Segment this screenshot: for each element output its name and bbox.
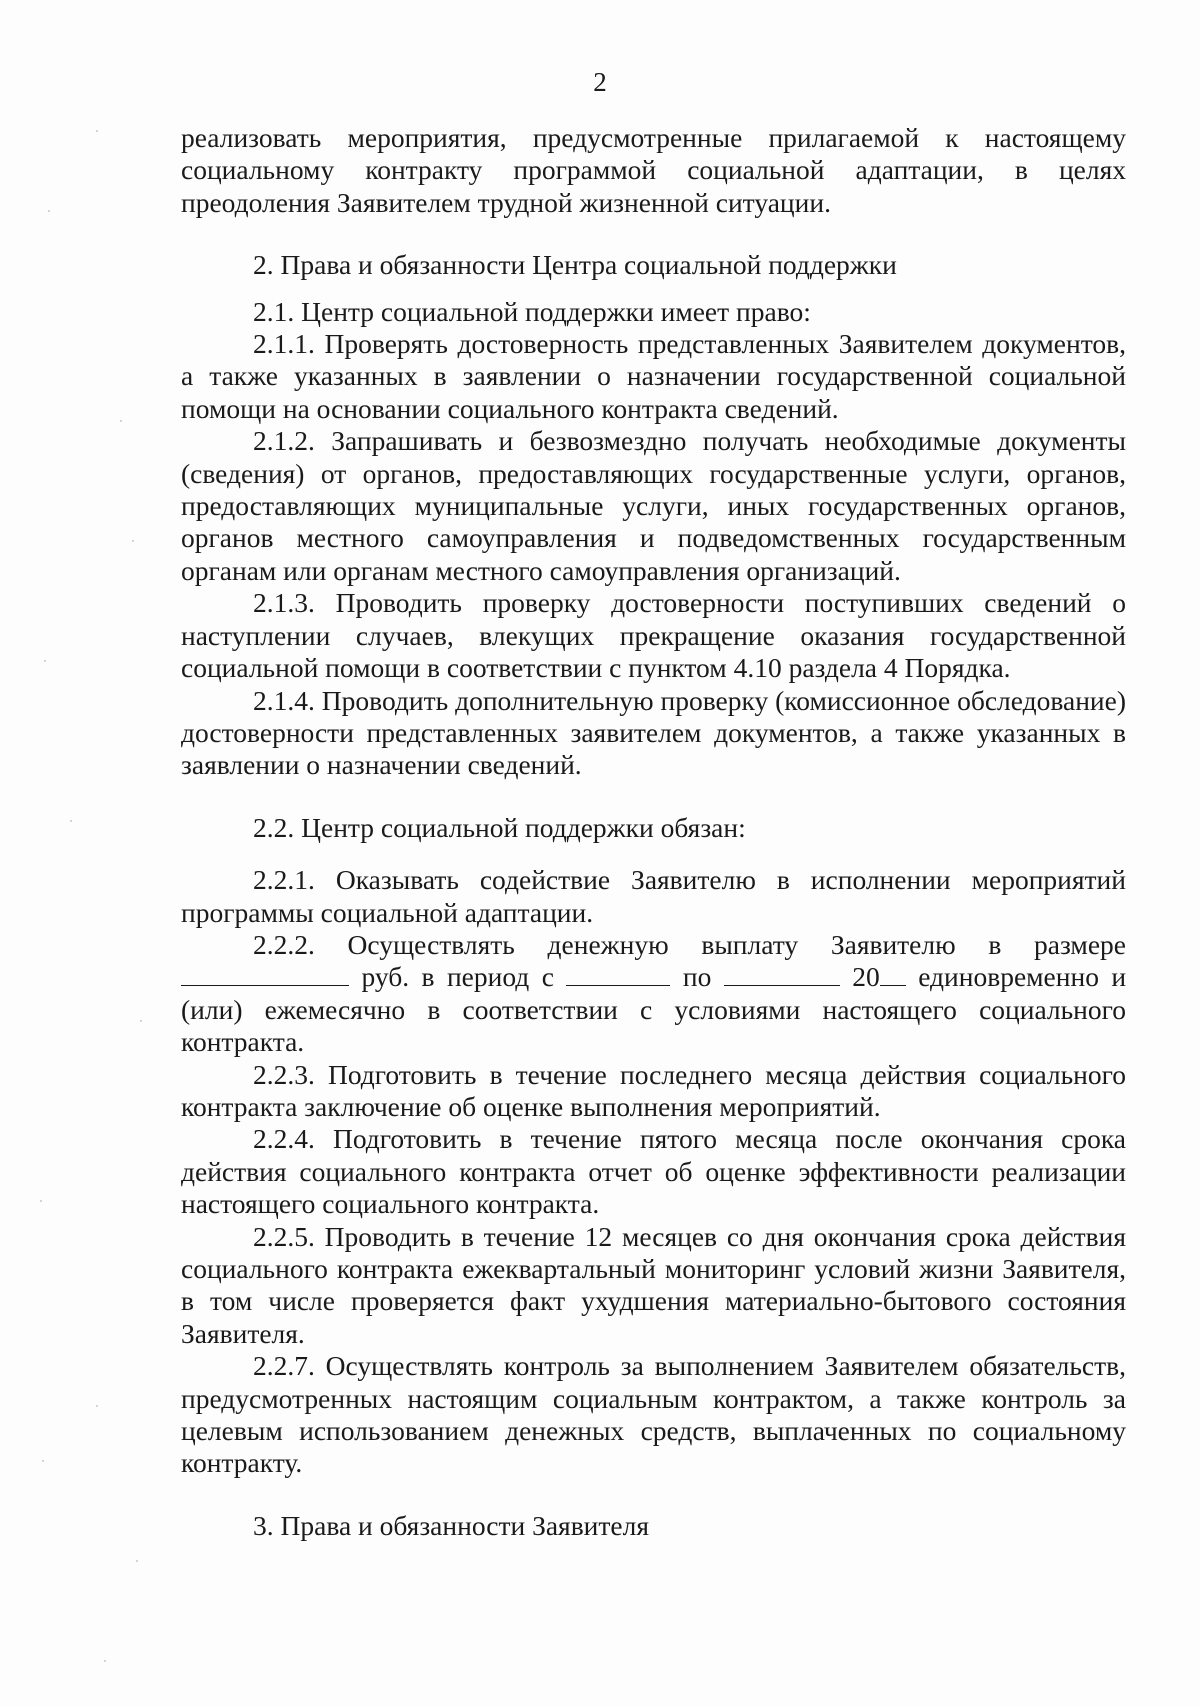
clause-2-2-2-tail: (или) ежемесячно в соответствии с условиями настоящего социального контракта. <box>181 993 1126 1058</box>
scan-speck <box>120 420 122 422</box>
section-2-heading: 2. Права и обязанности Центра социальной поддержки <box>253 249 897 281</box>
clause-2-2-2 <box>181 929 1126 1059</box>
clause-2-2-2-lead: 2.2.2. Осуществлять денежную выплату Заявителю в размере <box>253 928 1126 960</box>
clause-2-1-4: 2.1.4. Проводить дополнительную проверку (комиссионное обследование) достоверности представленных заявителем документов, а также указанных в заявлении о назначении сведений. <box>181 684 1126 781</box>
clause-2-2-3: 2.2.3. Подготовить в течение последнего месяца действия социального контракта заключение об оценке выполнения мероприятий. <box>181 1058 1126 1122</box>
clause-2-2-7: 2.2.7. Осуществлять контроль за выполнением Заявителем обязательств, предусмотренных настоящим социальным контрактом, а также контроль за целевым использованием денежных средств, выплаченных по социальному контракту. <box>181 1350 1126 1479</box>
clause-2-1-1: 2.1.1. Проверять достоверность представленных Заявителем документов, а также указанных в заявлении о назначении государственной социальной помощи на основании социального контракта сведений. <box>181 328 1126 424</box>
rub-text: руб. в период с <box>361 961 554 993</box>
scan-speck <box>70 820 72 822</box>
scan-speck <box>104 1660 106 1662</box>
year-blank-field <box>880 961 906 986</box>
clause-2-1-2: 2.1.2. Запрашивать и безвозмездно получать необходимые документы (сведения) от органов, предоставляющих государственные услуги, органов, предоставляющих муниципальные услуги, иных государственных органов, органов местного самоуправления и подведомственных государственным органам или органам местного самоуправления организаций. <box>181 425 1126 586</box>
clause-2-1-3: 2.1.3. Проводить проверку достоверности поступивших сведений о наступлении случаев, влекущих прекращение оказания государственной социальной помощи в соответствии с пунктом 4.10 раздела 4 Порядка. <box>181 587 1126 684</box>
scan-speck <box>132 540 134 542</box>
scan-speck <box>48 210 50 212</box>
scan-speck <box>96 1405 98 1407</box>
duties-heading: 2.2. Центр социальной поддержки обязан: <box>253 811 746 843</box>
amount-blank-field <box>181 961 349 986</box>
scan-speck <box>42 1460 44 1462</box>
rights-heading: 2.1. Центр социальной поддержки имеет право: <box>253 295 811 327</box>
section-3-heading: 3. Права и обязанности Заявителя <box>253 1509 649 1541</box>
intro-paragraph: реализовать мероприятия, предусмотренные прилагаемой к настоящему социальному контракту программой социальной адаптации, в целях преодоления Заявителем трудной жизненной ситуации. <box>181 122 1126 218</box>
clause-2-2-5: 2.2.5. Проводить в течение 12 месяцев со дня окончания срока действия социального контракта ежеквартальный мониторинг условий жизни Заявителя, в том числе проверяется факт ухудшения материально-бытового состояния Заявителя. <box>181 1220 1126 1349</box>
scan-speck <box>140 1020 142 1022</box>
document-body <box>181 122 1126 1542</box>
scan-speck <box>44 660 46 662</box>
clause-2-2-1: 2.2.1. Оказывать содействие Заявителю в исполнении мероприятий программы социальной адаптации. <box>181 864 1126 928</box>
year-prefix-text: 20 <box>852 961 880 993</box>
scan-speck <box>136 1560 138 1562</box>
page-number: 2 <box>593 67 607 97</box>
scan-speck <box>96 130 98 132</box>
period-from-blank-field <box>566 961 670 986</box>
clause-2-2-4: 2.2.4. Подготовить в течение пятого месяца после окончания срока действия социального контракта отчет об оценке эффективности реализации настоящего социального контракта. <box>181 1123 1126 1220</box>
period-to-blank-field <box>724 961 840 986</box>
po-text: по <box>682 961 712 993</box>
once-text: единовременно и <box>918 961 1127 993</box>
scan-speck <box>40 1200 42 1202</box>
